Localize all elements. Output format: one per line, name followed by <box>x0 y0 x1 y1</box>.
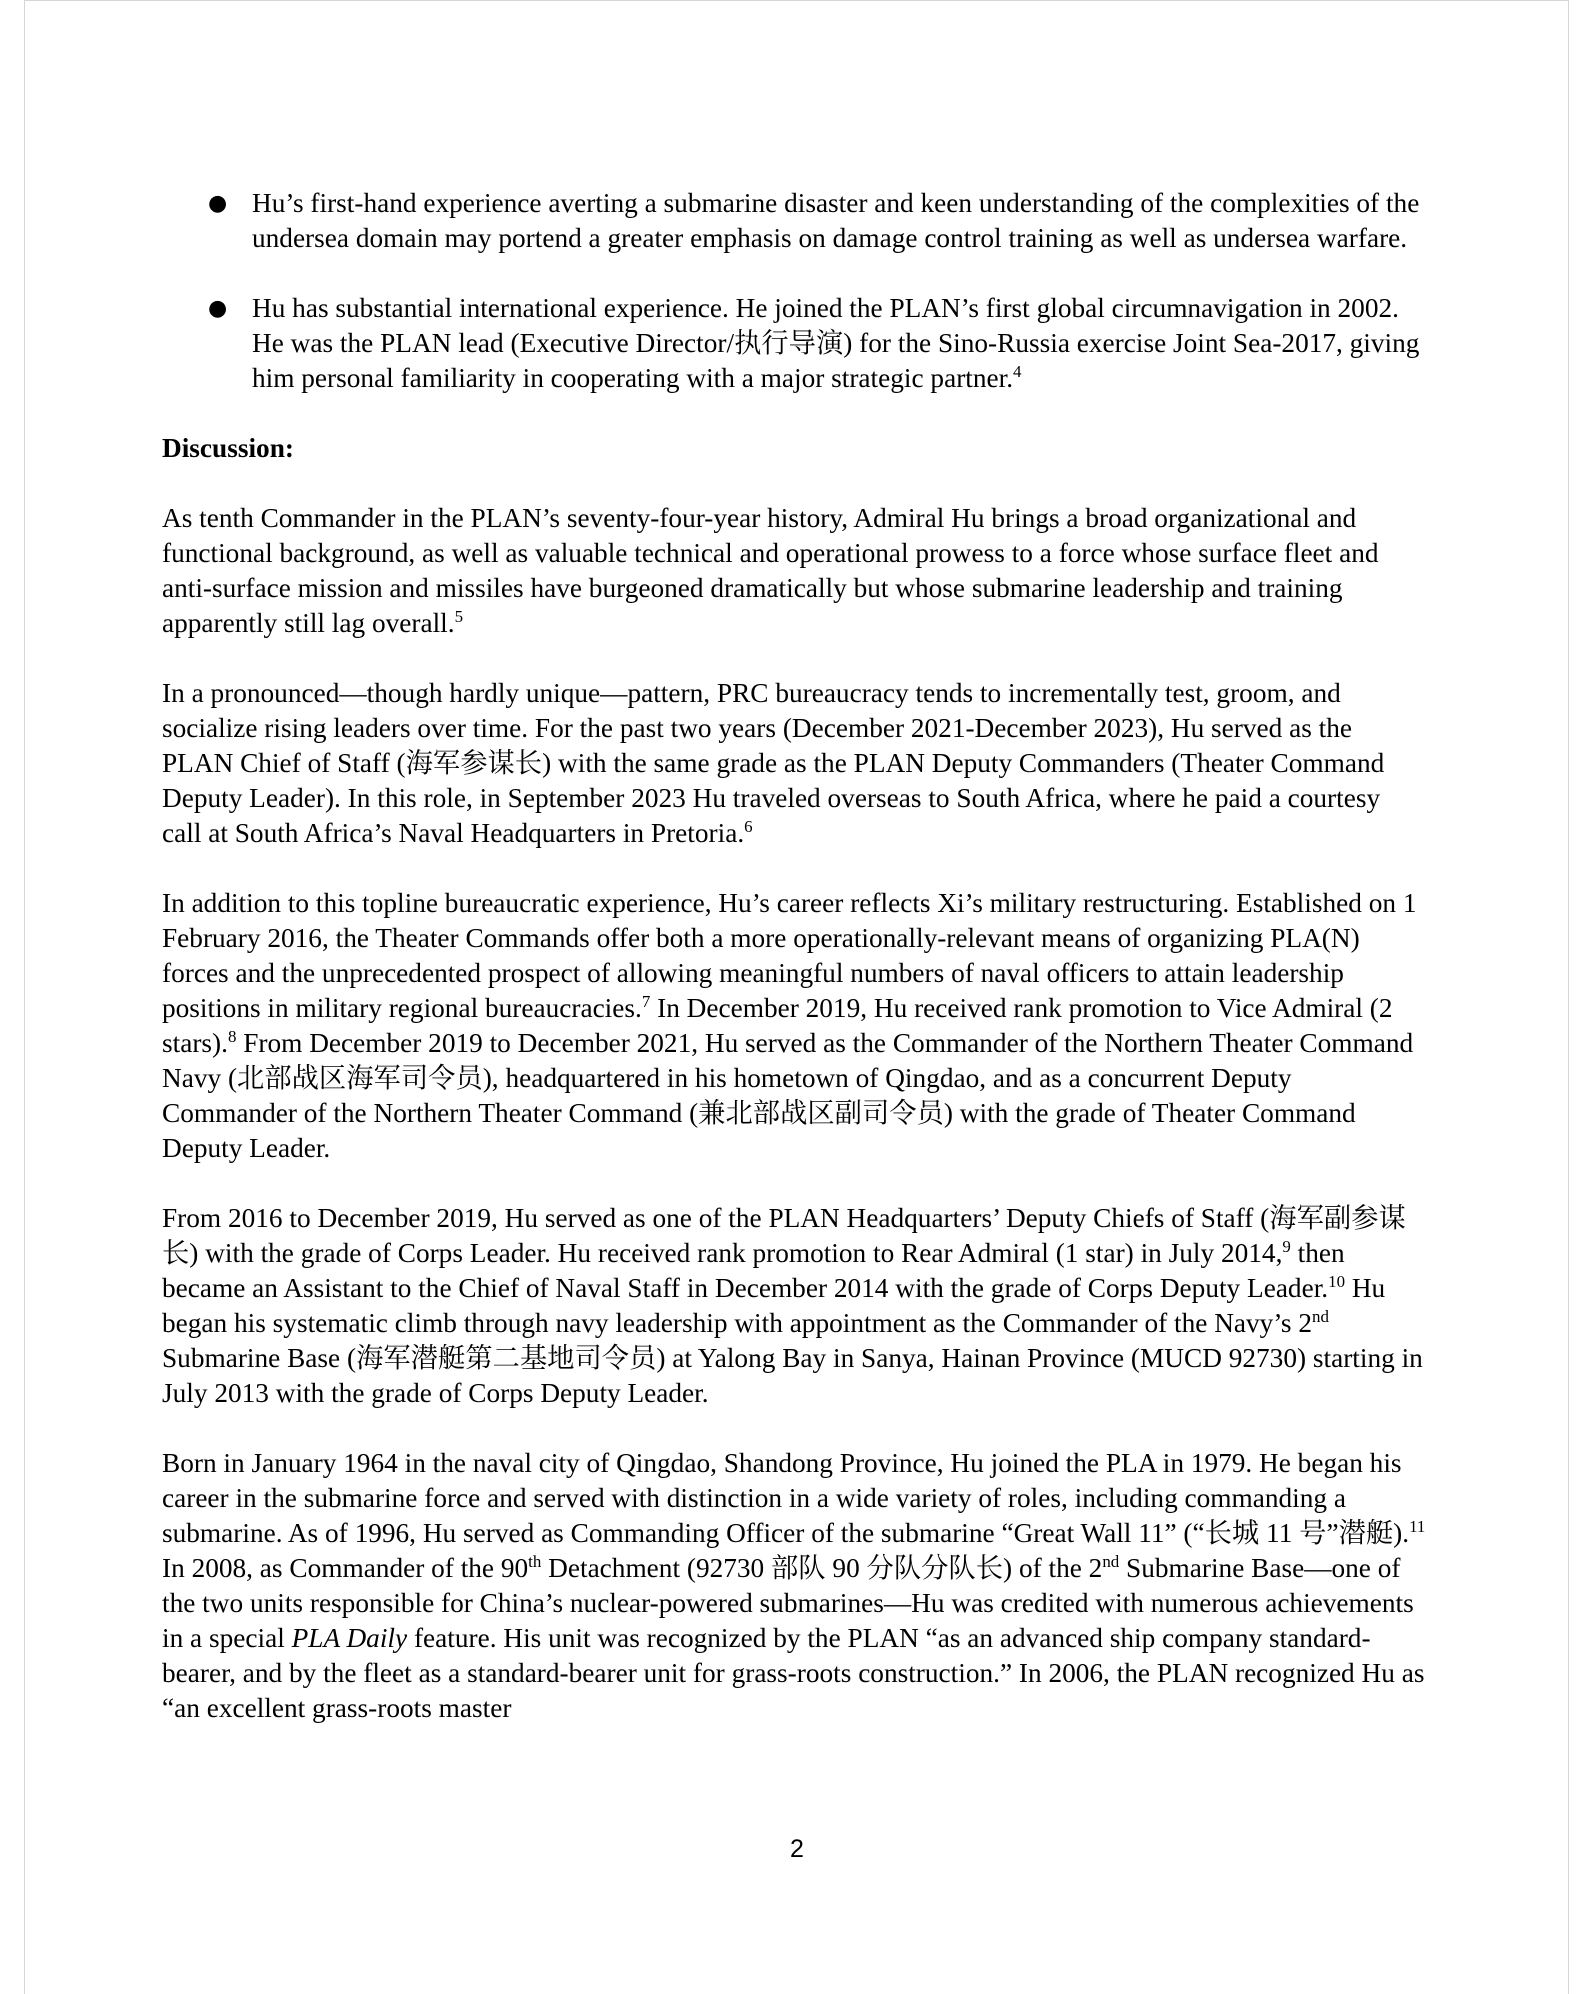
page-edge-top <box>24 0 1569 1</box>
footnote-ref: 5 <box>454 606 464 626</box>
bullet-text: Hu has substantial international experience. He joined the PLAN’s first global circumnavigation in 2002. He was the PLAN lead (Executive Director/执行导演) for the Sino-Russia exercise Joint Sea-2017, giving him personal familiarity in cooperating with a major strategic partner. <box>252 293 1420 393</box>
page-edge-left <box>24 0 25 1994</box>
footnote-ref: 11 <box>1409 1516 1426 1536</box>
paragraph-text: In a pronounced—though hardly unique—pattern, PRC bureaucracy tends to incrementally test, groom, and socialize rising leaders over time. For the past two years (December 2021-December 2023), Hu served as the PLAN Chief of Staff (海军参谋长) with the same grade as the PLAN Deputy Commanders (Theater Command Deputy Leader). In this role, in September 2023 Hu traveled overseas to South Africa, where he paid a courtesy call at South Africa’s Naval Headquarters in Pretoria. <box>162 678 1385 848</box>
page-number: 2 <box>790 1835 804 1863</box>
paragraph <box>162 501 1426 641</box>
paragraph <box>162 676 1426 851</box>
paragraph-text: Born in January 1964 in the naval city of Qingdao, Shandong Province, Hu joined the PLA in 1979. He began his career in the submarine force and served with distinction in a wide variety of roles, including commanding a submarine. As of 1996, Hu served as Commanding Officer of the submarine “Great Wall 11” (“长城 11 号”潜艇). <box>162 1448 1410 1548</box>
bullet-icon: ● <box>208 191 228 216</box>
page-edge-right <box>1568 0 1569 1994</box>
footnote-ref: 6 <box>744 816 753 836</box>
paragraph-text: Submarine Base (海军潜艇第二基地司令员) at Yalong Bay in Sanya, Hainan Province (MUCD 92730) starting in July 2013 with the grade of Corps Deputy Leader. <box>162 1343 1423 1408</box>
paragraph-text: From 2016 to December 2019, Hu served as one of the PLAN Headquarters’ Deputy Chiefs of Staff (海军副参谋长) with the grade of Corps Leader. Hu received rank promotion to Rear Admiral (1 star) in July 2014, <box>162 1203 1406 1268</box>
document-body <box>162 186 1426 1761</box>
paragraph-text: As tenth Commander in the PLAN’s seventy-four-year history, Admiral Hu brings a broad organizational and functional background, as well as valuable technical and operational prowess to a force whose surface fleet and anti-surface mission and missiles have burgeoned dramatically but whose submarine leadership and training apparently still lag overall. <box>162 503 1379 638</box>
paragraph-text: feature. His unit was recognized by the PLAN “as an advanced ship company standard-bearer, and by the fleet as a standard-bearer unit for grass-roots construction.” In 2006, the PLAN recognized Hu as “an excellent grass-roots master <box>162 1623 1425 1723</box>
ordinal-suffix: th <box>528 1551 542 1571</box>
list-item <box>162 186 1426 256</box>
bullet-text: Hu’s first-hand experience averting a submarine disaster and keen understanding of the complexities of the undersea domain may portend a greater emphasis on damage control training as well as undersea warfare. <box>252 188 1420 253</box>
paragraph-text: In 2008, as Commander of the 90 <box>162 1553 529 1583</box>
paragraph-text: then became an Assistant to the Chief of Naval Staff in December 2014 with the grade of Corps Deputy Leader. <box>162 1238 1345 1303</box>
footnote-ref: 7 <box>641 991 651 1011</box>
footnote-ref: 8 <box>227 1026 237 1046</box>
paragraph-text: Hu began his systematic climb through navy leadership with appointment as the Commander of the Navy’s 2 <box>162 1273 1386 1338</box>
paragraph-text: In addition to this topline bureaucratic experience, Hu’s career reflects Xi’s military restructuring. Established on 1 February 2016, the Theater Commands offer both a more operationally-relevant means of organizing PLA(N) forces and the unprecedented prospect of allowing meaningful numbers of naval officers to attain leadership positions in military regional bureaucracies. <box>162 888 1417 1023</box>
bullet-icon: ● <box>208 296 228 321</box>
footnote-ref: 10 <box>1328 1271 1346 1291</box>
ordinal-suffix: nd <box>1312 1306 1329 1326</box>
paragraph-text: In December 2019, Hu received rank promotion to Vice Admiral (2 stars). <box>162 993 1393 1058</box>
paragraph <box>162 1446 1426 1726</box>
ordinal-suffix: nd <box>1102 1551 1120 1571</box>
list-item <box>162 291 1426 396</box>
key-points-list <box>162 186 1426 396</box>
paragraph-text: Detachment (92730 部队 90 分队分队长) of the 2 <box>541 1553 1103 1583</box>
paragraph-text: Submarine Base—one of the two units responsible for China’s nuclear-powered submarines—Hu was credited with numerous achievements in a special <box>162 1553 1414 1653</box>
publication-title: PLA Daily <box>291 1623 408 1653</box>
paragraph <box>162 886 1426 1166</box>
paragraph-text: From December 2019 to December 2021, Hu served as the Commander of the Northern Theater Command Navy (北部战区海军司令员), headquartered in his hometown of Qingdao, and as a concurrent Deputy Commander of the Northern Theater Command (兼北部战区副司令员) with the grade of Theater Command Deputy Leader. <box>162 1028 1414 1163</box>
footnote-ref: 4 <box>1013 361 1022 381</box>
section-heading: Discussion: <box>162 433 294 463</box>
footnote-ref: 9 <box>1282 1236 1291 1256</box>
paragraph <box>162 1201 1426 1411</box>
